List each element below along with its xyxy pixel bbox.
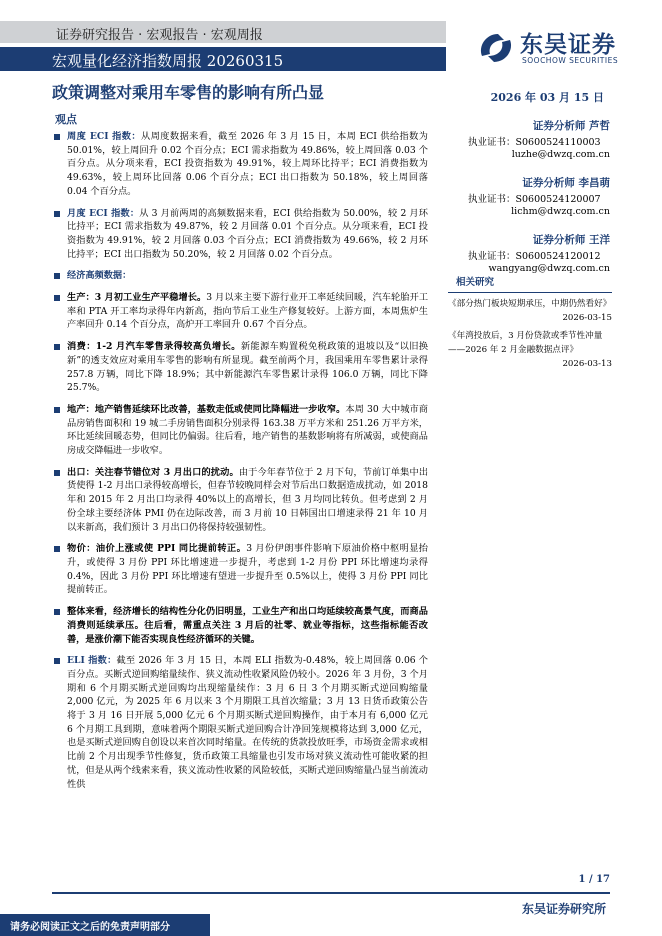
logo-text-cn: 东吴证券: [520, 32, 616, 58]
bullet-export: [52, 466, 428, 535]
bullet-text: 3 月以来主要下游行业开工率延续回暖，汽车轮胎开工率和 PTA 开工率均录得年内新高，指向节后工业生产修复较好。上游方面，本周焦炉生产率回升 0.14 个百分点，高炉开工率回升 0.67 个百分点。: [67, 292, 429, 331]
logo-mark-icon: [476, 28, 516, 68]
bullet-text: 截至 2026 年 3 月 15 日，本周 ELI 指数为-0.48%，较上周回落 0.06 个百分点。买断式逆回购缩量续作、狭义流动性收紧风险仍较小。2026 年 3 月份，3 个月期和 6 个月期买断式逆回购均出现缩量续作：3 月 6 日 3 个月期买断式逆回购缩量 2,000 亿元，为 2025 年 6 月以来 3 个月期限工具首次缩量；3 月 13 日货币政策公告将于 3 月 16 日开展 5,000 亿元 6 个月期买断式逆回购操作，由于本月有 6,000 亿元 6 个月期工具到期，意味着两个期限买断式逆回购合计净回笼规模将达到 3,000 亿元，也是买断式逆回购自创设以来首次同时缩量。在传统的货款投放旺季，市场资金需求或相比前 2 个月出现季节性修复，货币政策工具缩量也引发市场对狭义流动性可能收紧的担忧，但是从两个线索来看，狭义流动性收紧的风险较低，买断式逆回购缩量凸显当前流动性供: [67, 655, 428, 790]
disclaimer-text: 请务必阅读正文之后的免责声明部分: [10, 922, 170, 933]
bullet-text: 从周度数据来看，截至 2026 年 3 月 15 日，本周 ECI 供给指数为 50.01%，较上周回升 0.02 个百分点；ECI 需求指数为 49.86%，较上周回落 0.03 个百分点。从分项来看，ECI 投资指数为 49.91%，较上周环比持平；ECI 消费指数为 49.63%，较上周环比回落 0.06 个百分点；ECI 出口指数为 50.18%，较上周回落 0.04 个百分点。: [67, 131, 428, 197]
bullet-summary: [52, 605, 428, 646]
bullet-key: 地产：地产销售延续环比改善，基数走低或使同比降幅进一步收窄。: [67, 403, 346, 415]
bullet-text: 本周 30 大中城市商品房销售面积和 19 城二手房销售面积分别录得 163.38 万平方米和 251.26 万平方米，环比延续回暖态势，但同比仍偏弱。往后看，地产销售的基数影响将有所减弱，或使商品房成交降幅进一步收窄。: [67, 403, 428, 457]
analyst-name: 证券分析师 芦哲: [532, 120, 610, 132]
report-title-bar: [0, 47, 446, 71]
bullet-key: ELI 指数：: [67, 655, 117, 667]
related-divider: [448, 292, 612, 293]
headline: 政策调整对乘用车零售的影响有所凸显: [52, 83, 325, 102]
related-item-date: 2026-03-15: [562, 313, 612, 323]
breadcrumb: 证券研究报告 · 宏观报告 · 宏观周报: [56, 28, 263, 43]
analyst-email[interactable]: lichm@dwzq.com.cn: [511, 206, 610, 217]
analyst-panel: [460, 118, 610, 289]
company-logo: [464, 22, 624, 70]
analyst-card: [460, 175, 610, 232]
analyst-card: [460, 118, 610, 175]
bullet-property: [52, 403, 428, 458]
report-date: 2026 年 03 月 15 日: [490, 91, 604, 104]
disclaimer-bar: [0, 914, 210, 936]
related-item-title[interactable]: 《年湾投放后，3 月份贷款或季节性冲量——2026 年 2 月金融数据点评》: [448, 331, 603, 355]
analyst-cert: 执业证书：S0600524120007: [468, 194, 601, 205]
related-item[interactable]: [448, 329, 612, 371]
bullet-text: 3 月份伊朗事件影响下原油价格中枢明显抬升，或使得 3 月份 PPI 环比增速进一步提升，考虑到 1-2 月份 PPI 环比增速均录得 0.4%，因此 3 月份 PPI 环比增速有望进一步提升至 0.5%以上，使得 3 月份 PPI 同比提前转正。: [67, 543, 428, 596]
related-heading: 相关研究: [456, 277, 495, 288]
logo-text-en: SOOCHOW SECURITIES: [522, 56, 619, 65]
section-title: 观点: [55, 113, 77, 126]
main-content: [52, 130, 428, 799]
related-item-title[interactable]: 《部分热门板块短期承压，中期仍然看好》: [448, 299, 612, 309]
bullet-key: 消费：1-2 月汽车零售录得较高负增长。: [67, 341, 241, 353]
page-number: 1 / 17: [578, 874, 610, 885]
bullet-text: 由于今年春节位于 2 月下旬，节前订单集中出货使得 1-2 月出口录得较高增长，但春节较晚同样会对节后出口数据造成扰动，如 2018 年和 2015 年 2 月出口均录得 40%以上的高增长，但 3 月均同比转负。但考虑到 2 月份全球主要经济体 PMI 仍在边际改善，而 3 月前 10 日韩国出口增速录得 21 年 10 月以来新高，我们预计 3 月出口仍将保持较强韧性。: [67, 466, 429, 533]
related-research: [448, 274, 612, 371]
bullet-key: 整体来看，经济增长的结构性分化仍旧明显，工业生产和出口均延续较高景气度，而商品消费则延续承压。往后看，需重点关注 3 月后的社零、就业等指标，这些指标能否改善，是涨价潮下能否实现良性经济循环的关键。: [67, 606, 428, 645]
bullet-hf-data: [52, 269, 428, 283]
bullet-key: 物价：油价上涨或使 PPI 同比提前转正。: [67, 543, 247, 555]
institute-name: 东吴证券研究所: [521, 902, 606, 916]
bullet-production: [52, 291, 428, 332]
bullet-text: 新能源车购置税免税政策的退坡以及“以旧换新”的透支效应对乘用车零售的影响有所显现。截至前两个月，我国乘用车零售累计录得 257.8 万辆，同比下降 18.9%；其中新能源汽车零售累计录得 106.0 万辆，同比下降 25.7%。: [67, 341, 429, 394]
analyst-email[interactable]: wangyang@dwzq.com.cn: [488, 263, 610, 274]
bullet-text: 从 3 月前两周的高频数据来看，ECI 供给指数为 50.00%，较 2 月环比持平；ECI 需求指数为 49.87%，较 2 月回落 0.01 个百分点。从分项来看，ECI 投资指数为 49.91%，较 2 月回落 0.03 个百分点；ECI 消费指数为 49.66%，较 2 月环比持平；ECI 出口指数为 50.20%，较 2 月回落 0.02 个百分点。: [67, 207, 428, 260]
analyst-name: 证券分析师 王洋: [532, 234, 610, 246]
bullet-key: 周度 ECI 指数：: [67, 131, 142, 142]
analyst-cert: 执业证书：S0600524110003: [468, 137, 601, 148]
analyst-cert: 执业证书：S0600524120012: [468, 251, 601, 262]
bullet-eli: [52, 654, 428, 791]
bullet-key: 生产：3 月初工业生产平稳增长。: [67, 292, 207, 304]
analyst-name: 证券分析师 李昌萌: [522, 177, 610, 189]
related-item-date: 2026-03-13: [562, 359, 612, 369]
bullet-weekly-eci: [52, 130, 428, 199]
breadcrumb-bar: [0, 21, 446, 43]
bullet-prices: [52, 542, 428, 597]
analyst-email[interactable]: luzhe@dwzq.com.cn: [511, 149, 610, 160]
bullet-key: 出口：关注春节错位对 3 月出口的扰动。: [67, 466, 239, 478]
related-item[interactable]: [448, 297, 612, 325]
bullet-monthly-eci: [52, 207, 428, 262]
bullet-key: 经济高频数据：: [67, 270, 132, 282]
bullet-key: 月度 ECI 指数：: [67, 207, 140, 219]
bullet-consumption: [52, 340, 428, 395]
report-title: 宏观量化经济指数周报 20260315: [52, 52, 284, 70]
footer-divider: [52, 892, 610, 894]
